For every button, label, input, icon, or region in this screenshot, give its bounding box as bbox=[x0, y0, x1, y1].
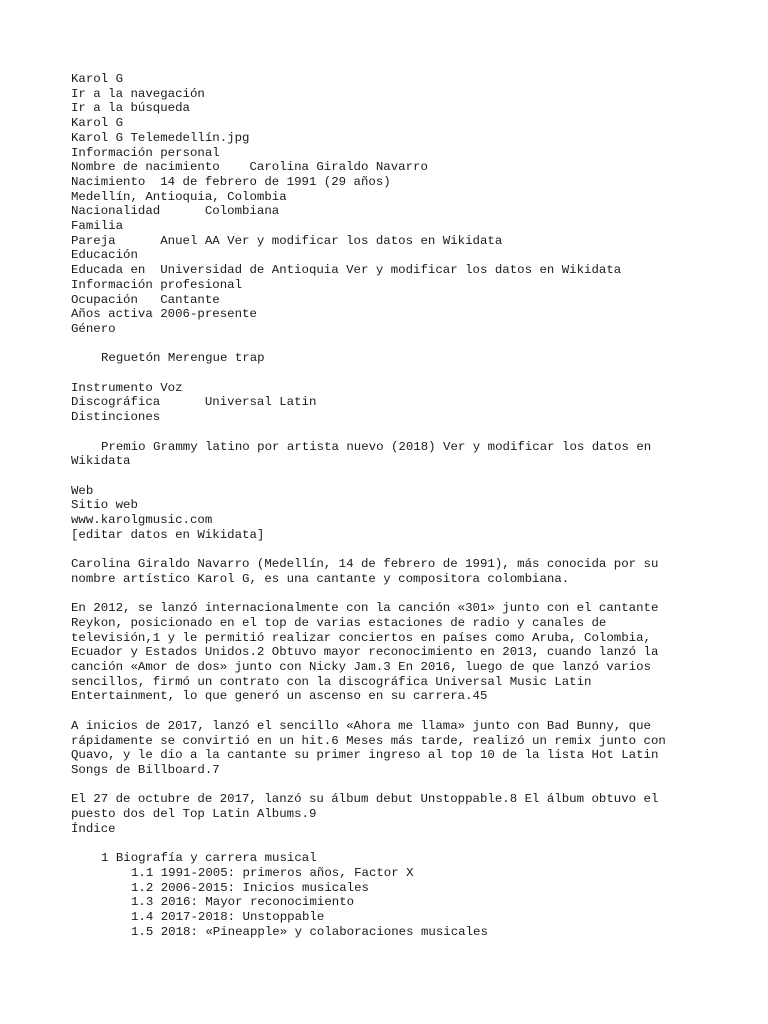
paragraph-line: puesto dos del Top Latin Albums.9 bbox=[71, 807, 317, 822]
paragraph-line: A inicios de 2017, lanzó el sencillo «Ahora me llama» junto con Bad Bunny, que bbox=[71, 718, 651, 733]
genre-label: Género bbox=[71, 321, 116, 336]
birth-date-row: Nacimiento 14 de febrero de 1991 (29 años) bbox=[71, 174, 391, 189]
paragraph-line: televisión,1 y le permitió realizar conciertos en países como Aruba, Colombia, bbox=[71, 630, 651, 645]
spacer bbox=[71, 778, 768, 793]
spacer bbox=[71, 704, 768, 719]
paragraph-line: canción «Amor de dos» junto con Nicky Jam.3 En 2016, luego de que lanzó varios bbox=[71, 660, 651, 675]
partner-row: Pareja Anuel AA Ver y modificar los datos en Wikidata bbox=[71, 233, 503, 248]
professional-info-heading: Información profesional bbox=[71, 277, 243, 292]
educated-at-row: Educada en Universidad de Antioquia Ver y modificar los datos en Wikidata bbox=[71, 263, 622, 278]
spacer bbox=[71, 542, 768, 557]
infobox-image-caption[interactable]: Karol G Telemedellín.jpg bbox=[71, 130, 250, 145]
birth-place-row: Medellín, Antioquia, Colombia bbox=[71, 189, 287, 204]
skip-to-search-link[interactable]: Ir a la búsqueda bbox=[71, 101, 190, 116]
paragraph-line: rápidamente se convirtió en un hit.6 Meses más tarde, realizó un remix junto con bbox=[71, 733, 666, 748]
awards-heading: Distinciones bbox=[71, 410, 161, 425]
paragraph-line: Entertainment, lo que generó un ascenso en su carrera.45 bbox=[71, 689, 488, 704]
spacer bbox=[71, 425, 768, 440]
paragraph-line: Carolina Giraldo Navarro (Medellín, 14 de febrero de 1991), más conocida por su bbox=[71, 557, 659, 572]
paragraph-line: Quavo, y le dio a la cantante su primer ingreso al top 10 de la lista Hot Latin bbox=[71, 748, 659, 763]
spacer bbox=[71, 587, 768, 602]
toc-subitem[interactable]: 1.4 2017-2018: Unstoppable bbox=[131, 909, 325, 924]
spacer bbox=[71, 337, 768, 352]
website-link[interactable]: www.karolgmusic.com bbox=[71, 513, 213, 528]
page-title: Karol G bbox=[71, 72, 124, 86]
paragraph-line: En 2012, se lanzó internacionalmente con la canción «301» junto con el cantante bbox=[71, 601, 659, 616]
toc-subitem[interactable]: 1.2 2006-2015: Inicios musicales bbox=[131, 880, 369, 895]
birth-name-row: Nombre de nacimiento Carolina Giraldo Navarro bbox=[71, 160, 428, 175]
toc-subitem[interactable]: 1.1 1991-2005: primeros años, Factor X bbox=[131, 865, 414, 880]
spacer bbox=[71, 366, 768, 381]
nationality-row: Nacionalidad Colombiana bbox=[71, 204, 280, 219]
toc-heading: Índice bbox=[71, 821, 116, 836]
years-active-row: Años activa 2006-presente bbox=[71, 307, 257, 322]
toc-item[interactable]: 1 Biografía y carrera musical bbox=[101, 851, 317, 866]
instrument-row: Instrumento Voz bbox=[71, 380, 183, 395]
occupation-row: Ocupación Cantante bbox=[71, 292, 220, 307]
toc-subitem[interactable]: 1.3 2016: Mayor reconocimiento bbox=[131, 895, 355, 910]
edit-wikidata-link[interactable]: [editar datos en Wikidata] bbox=[71, 527, 265, 542]
paragraph-line: Ecuador y Estados Unidos.2 Obtuvo mayor reconocimiento en 2013, cuando lanzó la bbox=[71, 645, 659, 660]
education-heading: Educación bbox=[71, 248, 138, 263]
paragraph-line: Reykon, posicionado en el top de varias estaciones de radio y canales de bbox=[71, 615, 607, 630]
infobox-name: Karol G bbox=[71, 116, 124, 131]
awards-line: Wikidata bbox=[71, 454, 131, 469]
record-label-row: Discográfica Universal Latin bbox=[71, 395, 317, 410]
toc-subitem[interactable]: 1.5 2018: «Pineapple» y colaboraciones musicales bbox=[131, 924, 488, 939]
spacer bbox=[71, 836, 768, 851]
paragraph-line: El 27 de octubre de 2017, lanzó su álbum debut Unstoppable.8 El álbum obtuvo el bbox=[71, 792, 659, 807]
genres-list: Reguetón Merengue trap bbox=[101, 351, 265, 366]
paragraph-line: nombre artístico Karol G, es una cantante y compositora colombiana. bbox=[71, 571, 570, 586]
paragraph-line: sencillos, firmó un contrato con la discográfica Universal Music Latin bbox=[71, 674, 592, 689]
personal-info-heading: Información personal bbox=[71, 145, 220, 160]
spacer bbox=[71, 469, 768, 484]
awards-line: Premio Grammy latino por artista nuevo (2018) Ver y modificar los datos en bbox=[101, 439, 652, 454]
family-heading: Familia bbox=[71, 219, 124, 234]
skip-to-navigation-link[interactable]: Ir a la navegación bbox=[71, 86, 205, 101]
web-heading: Web bbox=[71, 483, 94, 498]
paragraph-line: Songs de Billboard.7 bbox=[71, 762, 220, 777]
website-label: Sitio web bbox=[71, 498, 138, 513]
